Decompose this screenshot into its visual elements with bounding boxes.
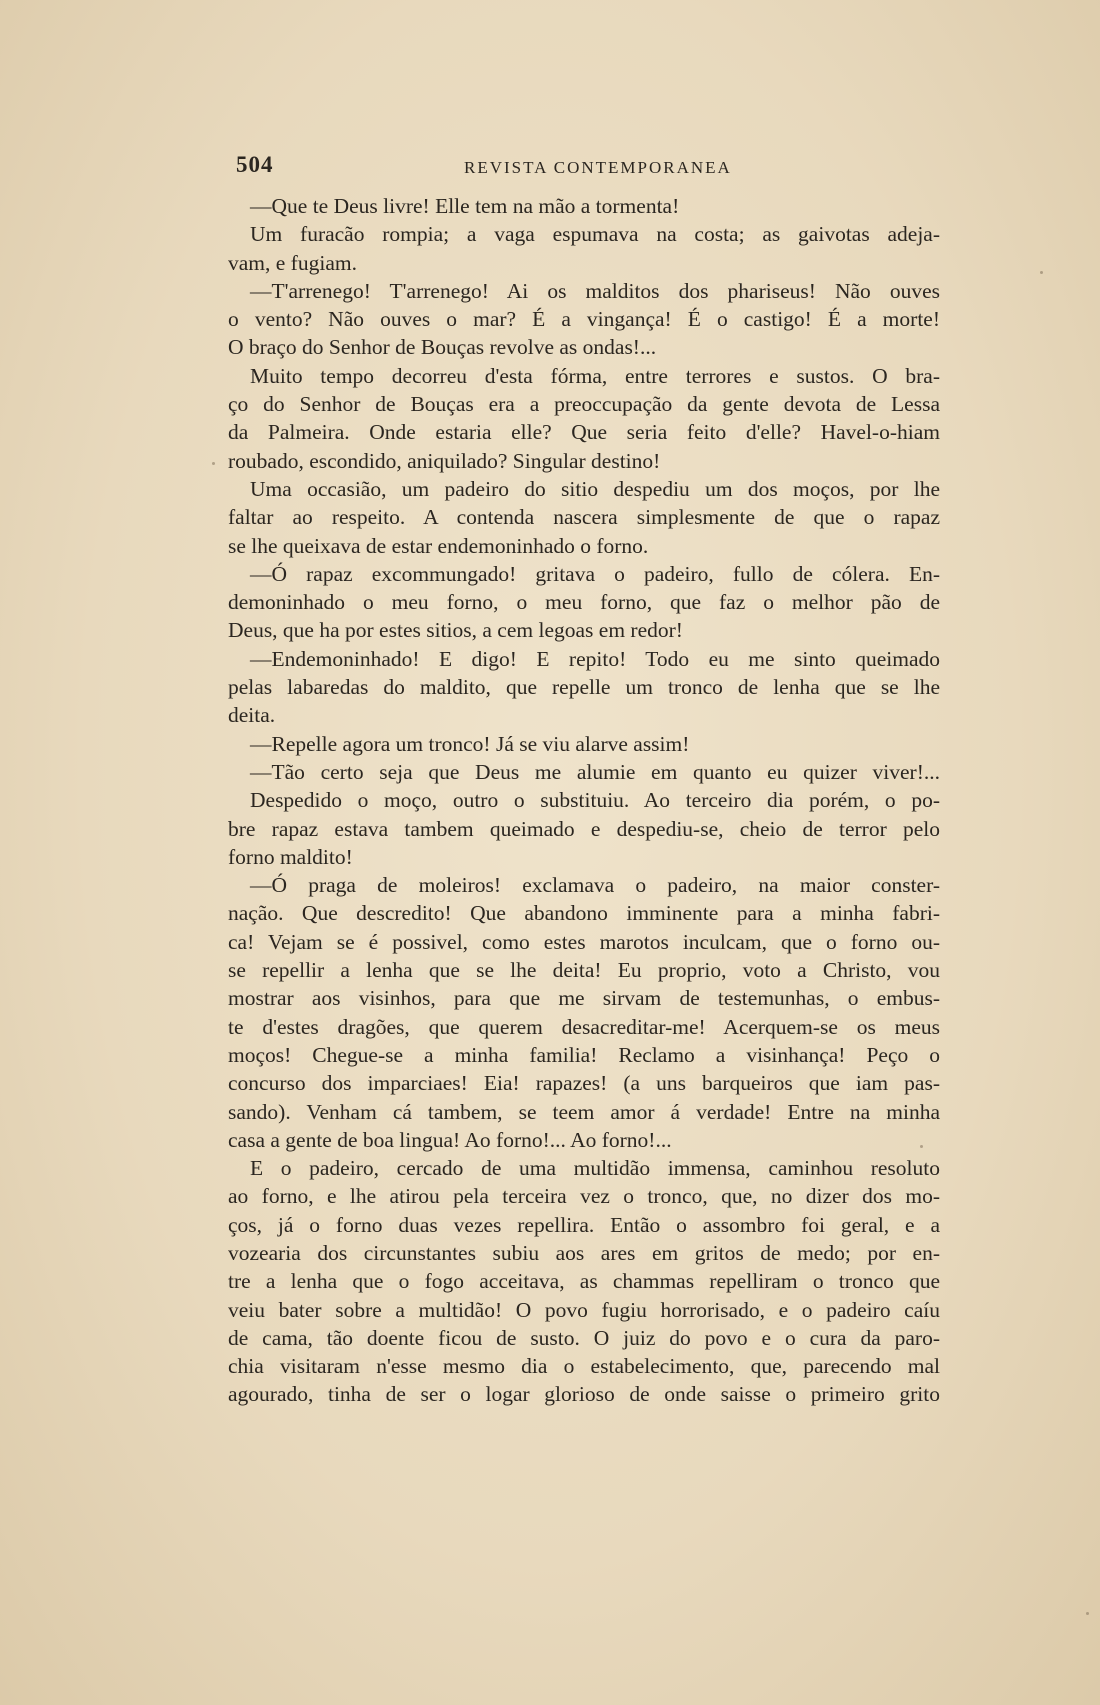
text-line: ca! Vejam se é possivel, como estes marotos inculcam, que o forno ou-	[228, 929, 940, 954]
text-line: casa a gente de boa lingua! Ao forno!... Ao forno!...	[228, 1127, 672, 1152]
text-line: nação. Que descredito! Que abandono imminente para a minha fabri-	[228, 901, 940, 926]
text-line: se repellir a lenha que se lhe deita! Eu proprio, voto a Christo, vou	[228, 958, 940, 983]
text-line: agourado, tinha de ser o logar glorioso de onde saisse o primeiro grito	[228, 1382, 940, 1407]
text-line: moços! Chegue-se a minha familia! Reclamo a visinhança! Peço o	[228, 1042, 940, 1067]
text-line: bre rapaz estava tambem queimado e despediu-se, cheio de terror pelo	[228, 816, 940, 841]
text-line: te d'estes dragões, que querem desacreditar-me! Acerquem-se os meus	[228, 1014, 940, 1039]
paper-speck	[1040, 271, 1043, 274]
text-line: ços, já o forno duas vezes repellira. Então o assombro foi geral, e a	[228, 1212, 940, 1237]
text-line: ao forno, e lhe atirou pela terceira vez o tronco, que, no dizer dos mo-	[228, 1184, 940, 1209]
text-line: —Tão certo seja que Deus me alumie em quanto eu quizer viver!...	[250, 759, 940, 784]
text-line: Deus, que ha por estes sitios, a cem legoas em redor!	[228, 618, 683, 643]
text-line: —Repelle agora um tronco! Já se viu alarve assim!	[250, 731, 690, 756]
text-line: Um furacão rompia; a vaga espumava na costa; as gaivotas adeja-	[250, 222, 940, 247]
text-line: —Que te Deus livre! Elle tem na mão a tormenta!	[250, 194, 680, 218]
page-header	[236, 152, 936, 182]
text-line: —Ó praga de moleiros! exclamava o padeiro, na maior conster-	[250, 873, 940, 898]
text-line: pelas labaredas do maldito, que repelle um tronco de lenha que se lhe	[228, 675, 940, 700]
text-line: de cama, tão doente ficou de susto. O juiz do povo e o cura da paro-	[228, 1325, 940, 1350]
text-line: tre a lenha que o fogo acceitava, as chammas repelliram o tronco que	[228, 1269, 940, 1294]
text-line: demoninhado o meu forno, o meu forno, que faz o melhor pão de	[228, 590, 940, 615]
page-number: 504	[236, 152, 274, 177]
text-line: vam, e fugiam.	[228, 250, 357, 275]
paper-speck	[1086, 1612, 1089, 1615]
text-line: Uma occasião, um padeiro do sitio despediu um dos moços, por lhe	[250, 476, 940, 501]
paper-speck	[212, 462, 215, 465]
text-line: Muito tempo decorreu d'esta fórma, entre terrores e sustos. O bra-	[250, 363, 940, 388]
text-line: se lhe queixava de estar endemoninhado o forno.	[228, 533, 649, 558]
text-line: forno maldito!	[228, 844, 353, 869]
text-line: E o padeiro, cercado de uma multidão immensa, caminhou resoluto	[250, 1156, 940, 1181]
text-line: veiu bater sobre a multidão! O povo fugiu horrorisado, e o padeiro caíu	[228, 1297, 940, 1322]
text-line: concurso dos imparciaes! Eia! rapazes! (a uns barqueiros que iam pas-	[228, 1071, 940, 1096]
body-text	[228, 192, 940, 1409]
running-title: REVISTA CONTEMPORANEA	[464, 158, 732, 177]
text-line: roubado, escondido, aniquilado? Singular destino!	[228, 448, 661, 473]
text-line: —Ó rapaz excommungado! gritava o padeiro, fullo de cólera. En-	[250, 561, 940, 586]
text-line: faltar ao respeito. A contenda nascera simplesmente de que o rapaz	[228, 505, 940, 530]
text-line: ço do Senhor de Bouças era a preoccupação da gente devota de Lessa	[228, 392, 940, 417]
text-line: Despedido o moço, outro o substituiu. Ao terceiro dia porém, o po-	[250, 788, 940, 813]
text-line: chia visitaram n'esse mesmo dia o estabelecimento, que, parecendo mal	[228, 1354, 940, 1379]
text-line: —Endemoninhado! E digo! E repito! Todo eu me sinto queimado	[250, 646, 940, 671]
text-line: deita.	[228, 703, 276, 728]
paper-speck	[920, 1145, 923, 1148]
text-line: o vento? Não ouves o mar? É a vingança! É o castigo! É a morte!	[228, 307, 940, 332]
text-line: —T'arrenego! T'arrenego! Ai os malditos dos phariseus! Não ouves	[250, 278, 940, 303]
text-line: vozearia dos circunstantes subiu aos ares em gritos de medo; por en-	[228, 1240, 940, 1265]
text-line: da Palmeira. Onde estaria elle? Que seria feito d'elle? Havel-o-hiam	[228, 420, 940, 445]
text-line: O braço do Senhor de Bouças revolve as ondas!...	[228, 335, 657, 360]
text-line: mostrar aos visinhos, para que me sirvam de testemunhas, o embus-	[228, 986, 940, 1011]
text-line: sando). Venham cá tambem, se teem amor á verdade! Entre na minha	[228, 1099, 940, 1124]
